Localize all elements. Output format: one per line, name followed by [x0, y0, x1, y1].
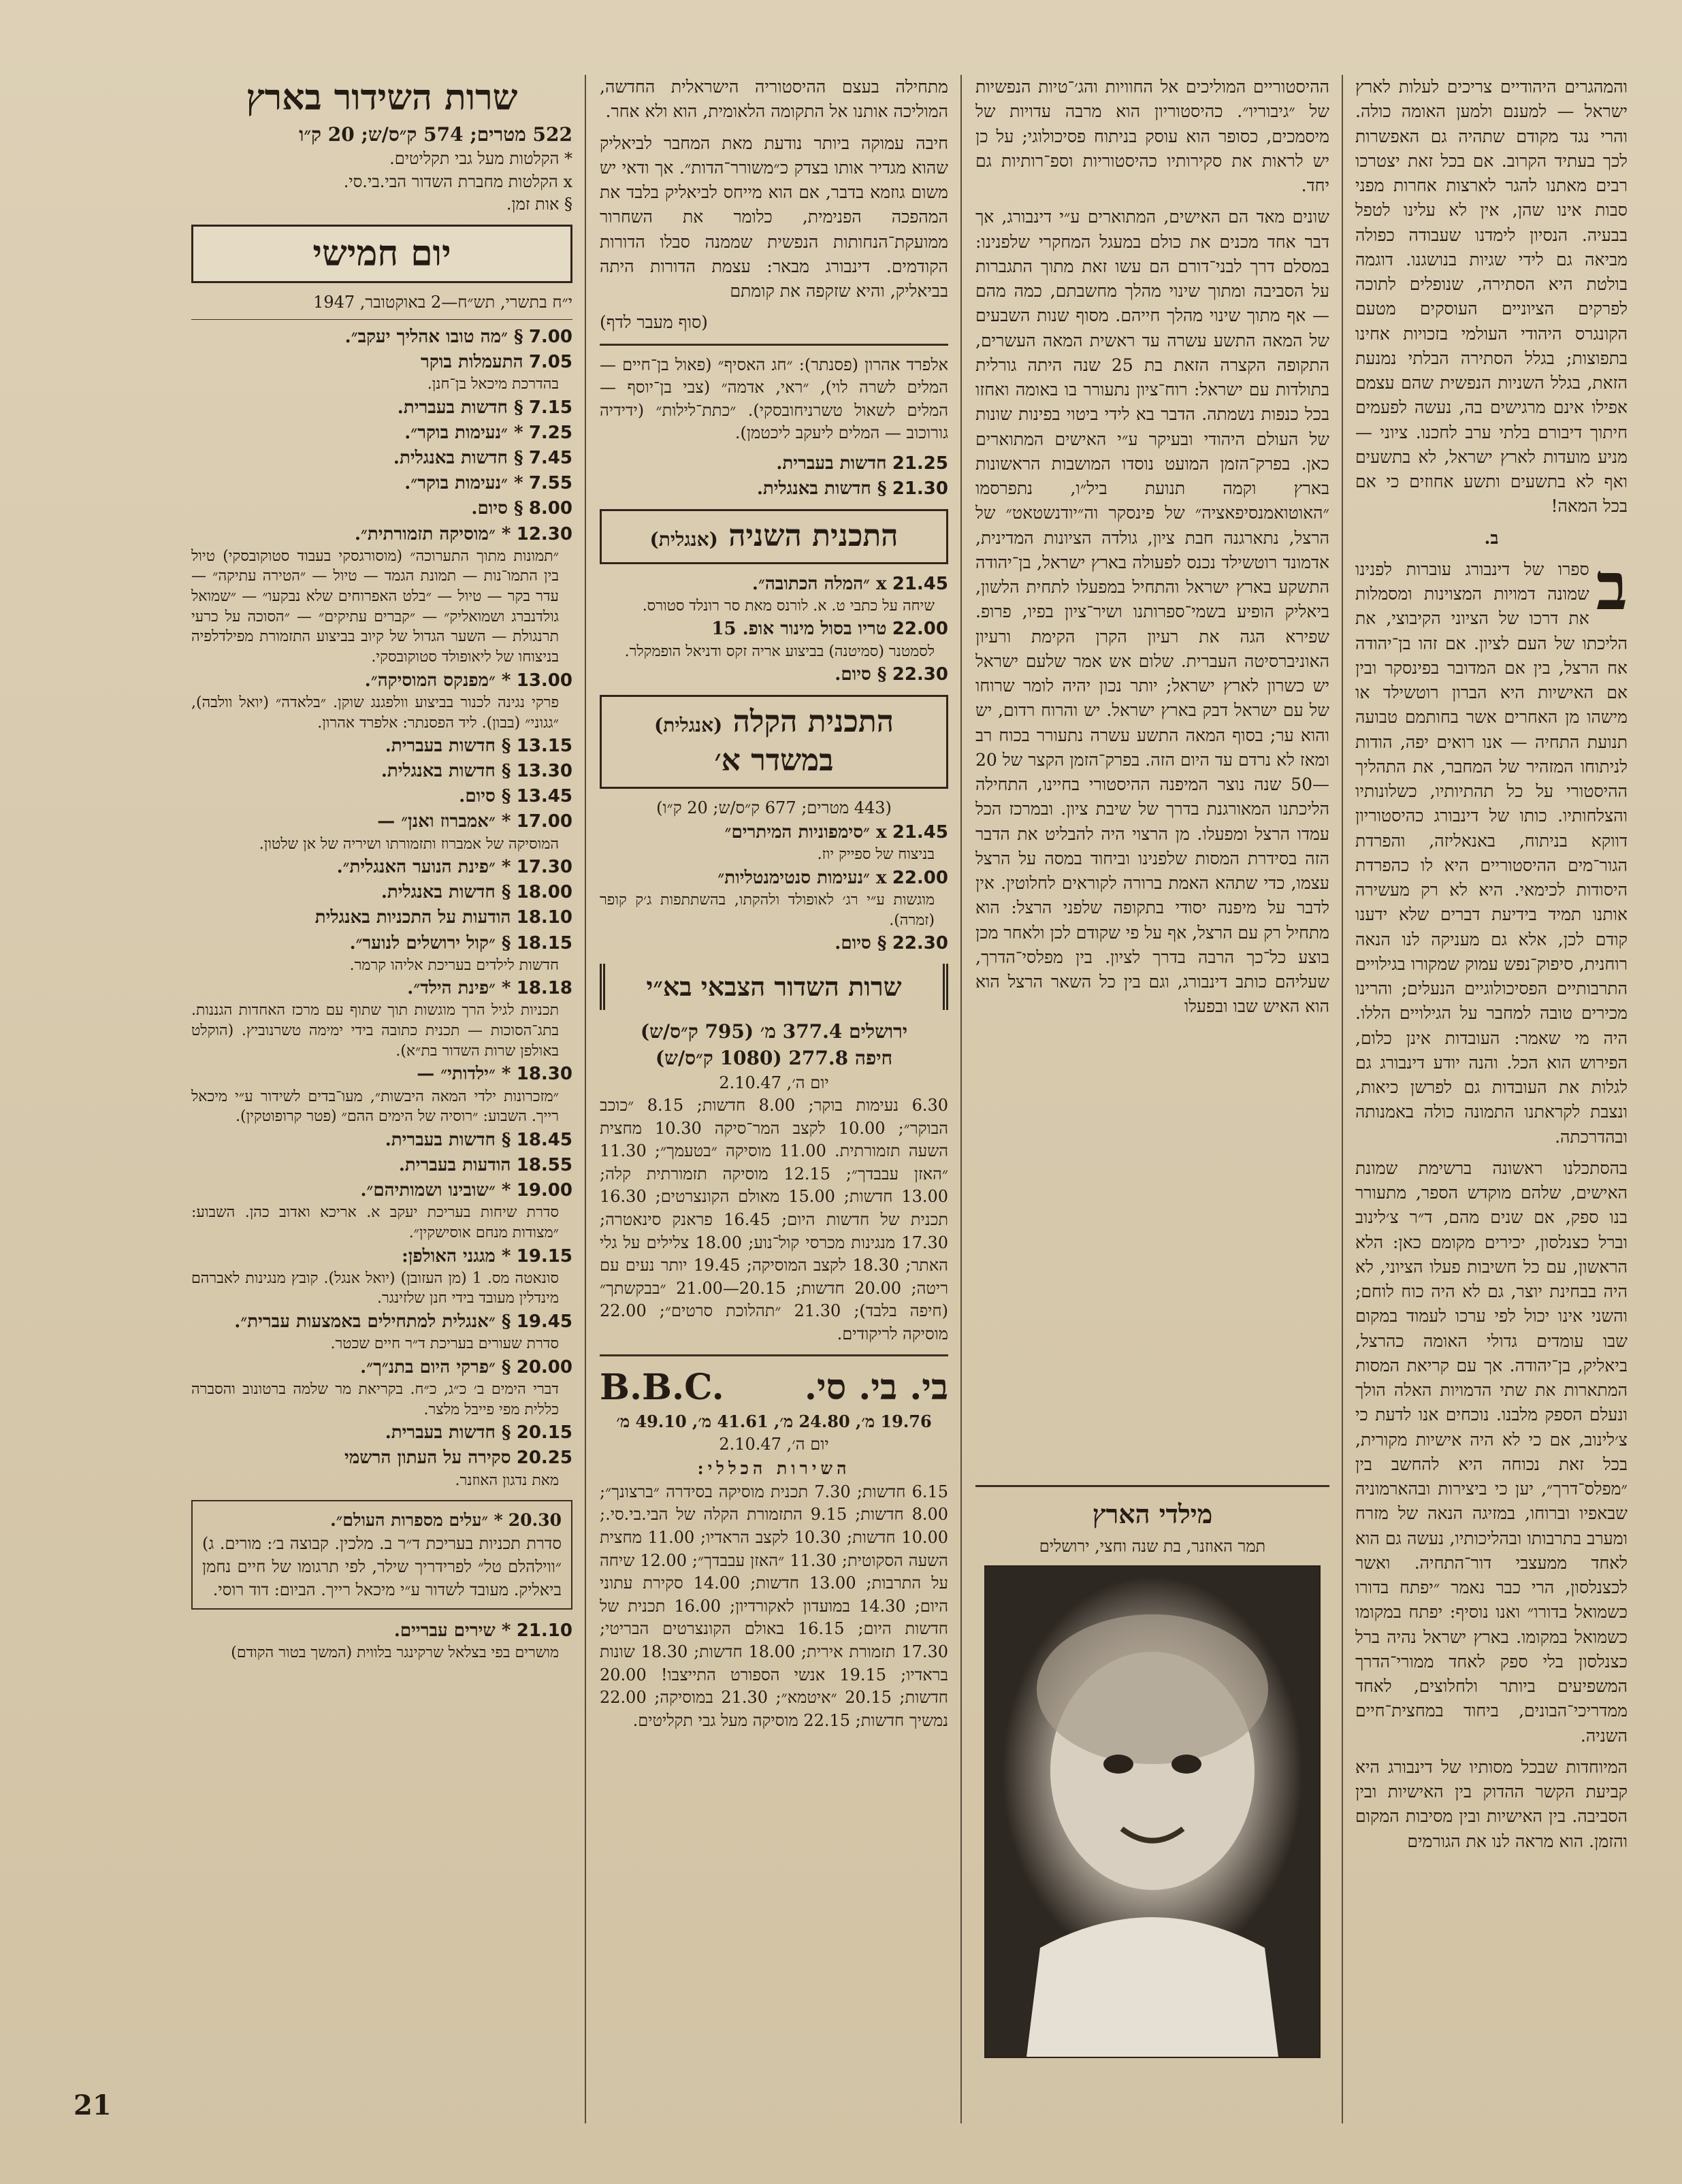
schedule-note: פרקי נגינה לכנור בביצוע וולפגנג שוקן. ״בלאדה״ (יואל וולבה), ״גגוני״ (בבון). ליד הפסנתר: אלפרד אהרון.: [191, 694, 559, 732]
schedule-program: * ״נעימות בוקר״.: [404, 423, 523, 444]
schedule-item: 21.25 חדשות בעברית.: [776, 453, 948, 474]
schedule-note: סדרת שעורים בעריכת ד״ר חיים שכטר.: [330, 1335, 559, 1353]
section-rule: [600, 1354, 948, 1356]
schedule-program: § חדשות באנגלית.: [381, 882, 511, 903]
schedule-time: 7.55: [528, 473, 572, 494]
schedule-program: * ״אמברוז ואנן״ —: [377, 811, 511, 832]
article-paragraph: [1355, 547, 1628, 1150]
schedule-item: [191, 396, 572, 420]
schedule-program: * ״פינת הילד״.: [407, 978, 511, 999]
schedule-time: 18.00: [516, 882, 572, 903]
light-program-subtitle: במשדר א׳: [714, 743, 834, 778]
schedule-item: 22.30 § סיום.: [835, 664, 948, 685]
schedule-time: 12.30: [516, 523, 572, 544]
schedule-time: 19.00: [516, 1180, 572, 1201]
army-radio-title: שרות השדור הצבאי בא״י: [646, 971, 902, 1003]
schedule-item: 21.45 x ״המלה הכתובה״. שיחה על כתבי ט. א. לורנס מאת סר רונלד סטורס.: [642, 573, 948, 615]
schedule-note: דברי הימים ב׳ כ״ג, כ״ח. בקריאת מר שלמה ברטונוב והסברה כללית מפי פייבל מלצר.: [191, 1380, 559, 1418]
schedule-item: [191, 760, 572, 783]
light-program-frequency: (443 מטרים; 677 ק״ס/ש; 20 ק״ו): [656, 798, 892, 817]
boxed-schedule-note: סדרת תכניות בעריכת ד״ר ב. מלכין. קבוצה ב׳: מורים. ג) ״ווילהלם טל״ לפרידריך שילר, לפי תרגומו של חיים נחמן ביאליק. מעובד לשדור ע״י מיכאל רייך. הביום: דוד רוסי.: [202, 1534, 562, 1599]
schedule-note: סדרת שיחות בעריכת יעקב א. אריכא ואדוב כהן. השבוע: ״מצודות מנחם אוסישקין״.: [191, 1204, 559, 1241]
recital-credits: אלפרד אהרון (פסנתר): ״חג האסיף״ (פאול בן־חיים — המלים לשרה לוי), ״ראי, אדמה״ (צבי בן־יוסף — המלים לשאול טשרניחובסקי). ״כתת־לילות״ (ידידיה גורוכוב — המלים ליעקב ליכטמן).: [600, 355, 948, 443]
schedule-time: 13.30: [516, 761, 572, 782]
article-paragraph: שונים מאד הם האישים, המתוארים ע״י דינבורג, אך דבר אחד מכנים את כולם במעגל המחקרי שלפנינו: במסלם דרך לבני־דורם הם עשו זאת מתוך התגברות על הסביבה ומתוך שינוי מהלך מחשבתם, כמה מהם — אף מתוך שינוי מהלך חייהם. מסוף שנות השבעים של המאה התשע עשרה עד ראשית המאה העשרים, התקופה הקצרה הזאת בת 25 שנה היתה גורלית בתולדות עם ישראל: רוח־ציון נתעורר בו באומה ואחזו בכל כנפות נשמתה. הדבר בא לידי ביטוי בפינות שונות של העולם היהודי ובעיקר ע״י האישים המתוארים כאן. בפרק־הזמן המועט נוסדו המושבות הראשונות בארץ וקמה תנועת ביל״ו, נתפרסמו ״האוטואמנסיפאציה״ של פינסקר וה״יודנשטאט״ של הרצל, נתארגנה חבת ציון, גולדה הציונות המדינית, אדמונד רוטשילד נכנס לפעולה בארץ ישראל, בן־יהודה התשקע בארץ ישראל והתחיל במפעלו לתחית הלשון, ביאליק הופיע בשמי־ספרותנו ושיר־ציון בפיו, פרופ. שפירא הגה את רעיון הקרן הקימת ורעיון האוניברסיטה העברית. שלום אש אמר שלעם ישראל יש כשרון לארץ ישראל; יותר נכון יהיה לומר שרוחו של עם ישראל דבק בארץ ישראל. יש והרוח רדום, יש והוא ער; בסוף המאה התשע עשרה נתעורר בכוח רב ומאז לא נרדם עד היום הזה. בפרק־הזמן הקצר של 20—50 שנה נוצר המיפנה ההיסטורי בחיינו, התחילה הליכתנו המאורגנת בדרך של שיבת ציון. ובמרכז הכל עמדו הרצל ומפעלו. מן הרצוי היה להבליט את הדבר הזה בסידרת המסות שלפנינו וביחוד במסה על הרצל עצמו, כדי שתהא האמת ברורה לקוראים לחלוטין. אין לדבר על מיפנה יסודי בתקופה שלפני הרצל: הוא מתחיל רק עם הרצל, אף על פי שקודם לכן ולאחר מכן בוצע כל־כך הרבה בדרך לציון. בין מפלסי־הדרך, שעליהם כותב דינבורג, וגם בין כל השאר הרצל הוא הוא האיש שבו ובפעלו: [975, 207, 1329, 1017]
schedule-item: [191, 906, 572, 930]
schedule-program: § ״מה טובו אהליך יעקב״.: [344, 327, 523, 348]
schedule-item: [191, 421, 572, 445]
bbc-title-hebrew: בי. בי. סי.: [804, 1366, 948, 1408]
schedule-note: מאת נדגון האוזנר.: [455, 1471, 559, 1489]
article-paragraph: חיבה עמוקה ביותר נודעת מאת המחבר לביאליק שהוא מגדיר אותו בצדק כ״משורר־הדות״. אך ודאי יש משום גוזמא בדבר, אם הוא מייחס לביאליק בלבד את המהפכה הפנימית, כלומר את השחרור ממועקת־הנחותות הנפשית שממנה סבלו הדורות הקודמים. דינבורג מבאר: עצמת הדורות היתה בביאליק, והיא שזקפה את קומתם: [600, 133, 948, 301]
schedule-item: [191, 351, 572, 395]
schedule-time: 18.45: [516, 1129, 572, 1150]
section-rule: [191, 319, 572, 320]
army-radio-schedule: 6.30 נעימות בוקר; 8.00 חדשות; 8.15 ״כוכב הבוקר״; 10.00 לקצב המר־סיקה 10.30 מחצית השעה תזמורתית. 11.00 מוסיקה ״בטעמך״; 11.30 ״האזן עבבדך״; 12.15 מוסיקה תזמורתית קלה; 13.00 חדשות; 15.00 מאולם הקונצרטים; 16.30 תכנית של חדשות היום; 16.45 פראנק סינאטרה; 17.30 מנגינות מכרסי קול־נוע; 18.00 צלילים על גלי האתר; 18.30 לקצב המוסיקה; 19.45 יותר נעים עם ריטה; 20.00 חדשות; 20.15—21.00 ״בבקשתך״ (חיפה בלבד); 21.30 ״תהלוכת סרטים״; 22.00 מוסיקה לריקודים.: [600, 1096, 948, 1344]
schedule-item: 21.10 * שירים עבריים. מושרים בפי בצלאל שרקינגר בלווית (המשך בטור הקודם): [231, 1620, 572, 1662]
schedule-time: 8.00: [528, 498, 572, 519]
section-marker: ב.: [1484, 527, 1499, 548]
light-program-header: [600, 695, 948, 788]
second-program-header: [600, 509, 948, 564]
page-number: 21: [74, 2089, 112, 2121]
day-title: יום חמישי: [312, 232, 451, 274]
schedule-program: סקירה על העתון הרשמי: [344, 1448, 511, 1469]
light-program-lang: (אנגלית): [653, 714, 723, 737]
schedule-list: [191, 325, 572, 1490]
army-radio-frequency-1: ירושלים 377.4 מ׳ (795 ק״ס/ש): [640, 1020, 908, 1043]
article-column-2: [975, 75, 1329, 2117]
schedule-item: [191, 523, 572, 668]
article-paragraph: המיוחדות שבכל מסותיו של דינבורג היא קביעת הקשר ההדוק בין האישיות ובין הסביבה. בין האישיות ובין מסיבות המקום והזמן. הוא מראה לנו את הגורמים: [1355, 1757, 1628, 1851]
schedule-note: בהדרכת מיכאל בן־חנן.: [427, 376, 559, 393]
schedule-item: [191, 1179, 572, 1243]
schedule-time: 17.30: [516, 857, 572, 878]
article-paragraph: והמהגרים היהודיים צריכים לעלות לארץ ישראל — למענם ולמען האומה כולה. והרי נגד מקודם שתהיה גם האפשרות לכך בעתיד הקרוב. אם בכל זאת יצטרכו רבים מאתנו להגר לארצות אחרות מפני סבות אינו שהן, אין לא עלינו לטפל בבעיה. הנסיון לימדנו שעבודה כפולה מביאה גם לידי שגיות בנושגנו. דוגמה בולטת היא הסתירה, שנופלים לתוכה לפרקים הציוניים העוסקים מטעם הקונגרס היהודי העולמי בזכויות אחינו בתפוצות; בגלל הסתירה הבלתי נמנעת הזאת, בגלל השניות הנפשית שהם עצמם אפילו אינם מרגישים בה, נעשה לפעמים חיתוך דיבורם בלתי ערב לחכנו. ציוני — מניע מועדות לארץ ישראל, לא בתשעים ואף לא בתשעים ותשע אחוזים כי אם בכל המאה!: [1355, 77, 1628, 517]
schedule-item: 22.00 x ״נעימות סנטימנטליות״ מוגשות ע״י רג׳ לאופולד ולהקתו, בהשתתפות ג׳ק קופר (זמרה).: [600, 867, 948, 929]
second-program-lang: (אנגלית): [649, 528, 718, 551]
army-radio-day: יום ה׳,: [786, 1073, 829, 1092]
schedule-list: [600, 452, 948, 501]
schedule-item: 21.30 § חדשות באנגלית.: [756, 478, 948, 499]
bbc-day: יום ה׳,: [786, 1435, 829, 1454]
day-header: [191, 225, 572, 283]
schedule-time: 7.25: [528, 423, 572, 444]
schedule-item: [191, 855, 572, 879]
photo-caption: תמר האוזנר, בת שנה וחצי, ירושלים: [1039, 1537, 1266, 1556]
schedule-time: 20.15: [516, 1422, 572, 1444]
schedule-note: סונאטה מס. 1 (מן העזובן) (יואל אנגל). קובץ מנגינות לאברהם מינדלין מעובד בידי חנן שלזינגר.: [191, 1269, 560, 1307]
schedule-time: 7.45: [528, 448, 572, 469]
schedule-item: 21.45 x ״סימפוניות המיתרים״ בניצוח של ספייק יוז.: [724, 822, 948, 864]
second-program-title: התכנית השניה: [728, 519, 899, 554]
schedule-item: [191, 734, 572, 758]
schedule-item: [191, 1310, 572, 1354]
legend-time-signal: § אות זמן.: [506, 195, 572, 214]
schedule-program: § חדשות באנגלית.: [381, 761, 511, 782]
bbc-date: 2.10.47: [719, 1435, 781, 1454]
schedule-program: § ״אנגלית למתחילים באמצעות עברית״.: [234, 1311, 511, 1333]
schedule-item: [191, 446, 572, 470]
article-paragraph: ההיסטוריים המוליכים אל החוויות והג׳־טיות הנפשיות של ״גיבוריו״. כהיסטוריון הוא מרבה עדויות של מיסמכים, כסופר הוא עוסק בניתוח פסיכולוגי; על כן יש לראות את סקירותיו כהיסטוריות וספ־רותיות גם יחד.: [975, 77, 1329, 195]
legend-bbc: x הקלטות מחברת השדור הבי.בי.סי.: [343, 172, 572, 191]
schedule-list: [600, 821, 948, 956]
schedule-time: 7.15: [528, 397, 572, 419]
schedule-time: 13.45: [516, 786, 572, 807]
schedule-item: [191, 810, 572, 854]
schedule-time: 20.25: [516, 1448, 572, 1469]
schedule-time: 19.15: [516, 1245, 572, 1267]
bbc-title-english: B.B.C.: [600, 1366, 724, 1408]
schedule-item: [191, 497, 572, 521]
schedule-item: [191, 1356, 572, 1420]
date-year: 1947: [313, 292, 355, 312]
photo-feature: [975, 1495, 1329, 2058]
schedule-program: § חדשות בעברית.: [385, 1422, 511, 1444]
article-column-2-text: [975, 75, 1329, 1477]
schedule-note: תכניות לגיל הרך מוגשות תוך שתוף עם מרכז האחדות הגננות. בתג־הסוכות — תכנית כתובה בידי ימימה טשרנוביץ. (הוקלט באולפן שרות השדור בת״א).: [191, 1002, 559, 1060]
schedule-program: * ״מפנקס המוסיקה״.: [364, 670, 511, 691]
schedule-time: 17.00: [516, 811, 572, 832]
schedule-item: [191, 325, 572, 349]
schedule-program: * ״שובינו ושמותיהם״.: [360, 1180, 511, 1201]
schedule-time: 13.15: [516, 736, 572, 757]
child-portrait-photo: [984, 1565, 1321, 2058]
continued-note: (סוף מעבר לדף): [600, 312, 708, 333]
schedule-item: [191, 881, 572, 904]
schedule-item: [191, 932, 572, 976]
date-hebrew: י״ח בתשרי, תש״ח—2 באוקטובר,: [359, 292, 572, 312]
schedule-program: * מגגני האולפן:: [402, 1245, 511, 1267]
schedule-item: [191, 785, 572, 809]
schedule-program: * ״פינת הנוער האנגלית״.: [336, 857, 511, 878]
schedule-program: § ״קול ירושלים לנוער״.: [349, 932, 511, 954]
schedule-program: הודעות על התכניות באנגלית: [314, 907, 511, 928]
schedule-item: 22.30 § סיום.: [835, 933, 948, 954]
section-rule: [600, 344, 948, 346]
schedule-time: 18.30: [516, 1064, 572, 1085]
schedule-time: 18.55: [516, 1155, 572, 1176]
schedule-program: § חדשות בעברית.: [385, 1129, 511, 1150]
column-rule: [585, 75, 586, 2123]
schedule-item: [191, 1062, 572, 1126]
schedule-program: § חדשות בעברית.: [385, 736, 511, 757]
schedule-item: [191, 669, 572, 733]
schedule-list: [191, 1619, 572, 1663]
article-paragraph: בהסתכלנו ראשונה ברשימת שמונת האישים, שלהם מוקדש הספר, מתעורר בנו ספק, אם שנים מהם, ד״ר צ׳לינוב וברל כצנלסון, יכירים מקומם כאן: הלא הראשון, עם כל חשיבות פעלו הציוני, לא היה בבחינת יוצר, גם לא היה כוח לוחם; והשני אינו יכול לפי ערכו לעמוד במקום שבו עומדים גדולי האומה כהרצל, ביאליק, בן־יהודה. אך עם קריאת המסות המתארות את שתי הדמויות האלה הולך ונעלם הספק מלבנו. נוכחים אנו לדעת כי צ׳לינוב, אם כי לא היה אישיות מקורית, בכל זאת נכוחה היא להחשב בין ״מפלס־דרך״, יען כי ביצירות ובהארמוניה שבאפיו וברוחו, במזיגה הנאה של מזרח ומערב בתרבותו ובהליכותיו, נעשה גם הוא לאחד ממעצבי דור־התחיה. ואשר לכצנלסון, הרי כבר נאמר ״יפתח בדורו כשמואל בדורו״ ואנו נוסיף: יפתח במקומו כשמואל במקומו. בארץ ישראל נהיה ברל כצנלסון בלי ספק לאחד ממורי־הדרך המשפיעים ביותר ולחלוצים, לאחד ממדריכי־הבונים, ביחוד במחצית־חיים השניה.: [1355, 1158, 1628, 1746]
radio-column-4: [191, 75, 572, 2089]
schedule-item: [191, 1421, 572, 1445]
schedule-program: * ״נעימות בוקר״.: [404, 473, 523, 494]
schedule-item: [191, 1154, 572, 1177]
schedule-item: 22.00 טריו בסול מינור אופ. 15 לסמטנר (סמיטנה) בביצוע אריה זקס ודניאל הופמקלר.: [624, 619, 948, 660]
radio-column-3: [600, 75, 948, 2117]
bbc-frequency: 19.76 מ׳, 24.80 מ׳, 41.61 מ׳, 49.10 מ׳: [616, 1412, 932, 1432]
schedule-time: 19.45: [516, 1311, 572, 1333]
schedule-item: [191, 1128, 572, 1152]
schedule-program: § ״פרקי היום בתנ״ך״.: [360, 1356, 511, 1378]
article-paragraph-text: ספרו של דינבורג עוברות לפנינו שמונה דמויות המצוינות ומסמלות את דרכו של הציוני הקיבוצי, את הליכתו של העם לציון. אם זהו בן־יהודה אח הרצל, בין אם המדובר בפינסקר ובין אם האישיות היא הברון רוטשילד או מישהו מן האחרים אשר בחותמם טבועה תנועת התחיה — אנו רואים יפה, הודות לניתוחו המזהיר של המחבר, את התהליך ההיסטורי על כל תהתיותיו, כשלונותיו והצלחותיו. כותו של דינבורג כהיסטוריון דווקא בניתוח, באנאליזה, והפרדת הגור־מים ההיסטוריים היא לו כהפרדת היסודות לכימאי. היא לא רק מעשירה אותנו תמיד בידיעת דברים שלא ידענו קודם לכן, אלא גם מעניקה לנו הנאה רוחנית, סיפוק־נפש עמוק שמקורו בגילויים התרבותיים הפסיכולוגיים הנעלים; והרינו מכירים טובה למחבר על הגילויים הללו. היה מי שאמר: העובדות אינן כלום, הפירוש הוא הכל. והנה יודע דינבורג גם לגלות את העובדות גם לפרשן כיאות, ונצבת לקראתנו התמונה כולה באמנותה ובהדרכתה.: [1355, 559, 1628, 1147]
child-portrait-illustration: [986, 1567, 1319, 2057]
schedule-program: הודעות בעברית.: [398, 1155, 511, 1176]
army-radio-header: [600, 964, 948, 1010]
bbc-header: [600, 1365, 948, 1411]
schedule-program: § חדשות באנגלית.: [393, 448, 523, 469]
schedule-program: § סיום.: [459, 786, 511, 807]
schedule-time: 7.05: [528, 352, 572, 373]
schedule-time: 20.00: [516, 1356, 572, 1378]
drop-cap: ב: [1596, 547, 1628, 625]
schedule-item: [191, 472, 572, 495]
column-rule: [960, 75, 962, 2123]
schedule-note: המוסיקה של אמברוז ותזמורתו ושיריה של אן שלטון.: [259, 835, 559, 853]
schedule-note: ״מזכרונות ילדי המאה היבשות״, מעו־בדים לשידור ע״י מיכאל רייך. השבוע: ״רוסיה של הימים ההם״ (פטר קרופוטקין).: [191, 1088, 559, 1126]
schedule-program: § חדשות בעברית.: [397, 397, 523, 419]
broadcast-service-title: שרות השידור בארץ: [246, 77, 518, 118]
army-radio-frequency-2: חיפה 277.8 (1080 ק״ס/ש): [655, 1047, 893, 1070]
schedule-list: [600, 572, 948, 687]
bbc-service-title: השירות הכללי:: [697, 1458, 851, 1478]
schedule-time: 18.10: [516, 907, 572, 928]
schedule-program: § סיום.: [471, 498, 523, 519]
bbc-schedule: 6.15 חדשות; 7.30 תכנית מוסיקה בסידרה ״ברצונך״; 8.00 חדשות; 9.15 התזמורת הקלה של הבי.בי.סי.; 10.00 חדשות; 10.30 לקצב הראדיו; 11.00 מחצית השעה הסקוטית; 11.30 ״האזן עבבדך״; 12.00 שיחה על התרבות; 13.00 חדשות; 14.00 סקירת עתוני היום; 14.30 במועדון לאקורדיון; 16.00 תכנית של חדשות היום; 16.15 באולם הקונצרטים הבריטי; 17.30 תזמורת אירית; 18.00 חדשות; 18.30 שונות בראדיו; 19.15 אנשי הספורט התייצבו! 20.00 חדשות; 20.15 ״איטמא״; 21.30 במוסיקה; 22.00 נמשיך חדשות; 22.15 מוסיקה מעל גבי תקליטים.: [600, 1482, 948, 1730]
schedule-program: * ״מוסיקה תזמורתית״.: [354, 523, 511, 544]
photo-title: מילדי הארץ: [1092, 1499, 1213, 1529]
schedule-item: [191, 1446, 572, 1490]
schedule-note: ״תמונות מתוך התערוכה״ (מוסורגסקי בעבוד סטוקובסקי) טיול בין התמו־נות — תמונת הגמד — טיול — ״הטירה עתיקה״ — עדר בקר — טיול — ״בלט האפרוחים שלא נבקעו״ — ״שמואל גולדנברג ושמואליק״ — ״קברים עתיקים״ — ״הסוכה על כרעי תרנגולת — השער הגדול של קיוב בביצוע התזמורת מפילדלפיה בניצוחו של ליאופולד סטוקובסקי.: [191, 547, 559, 666]
schedule-time: 13.00: [516, 670, 572, 691]
army-radio-date: 2.10.47: [719, 1073, 781, 1092]
schedule-note: חדשות לילדים בעריכת אליהו קרמר.: [349, 956, 559, 974]
schedule-item: [191, 977, 572, 1061]
schedule-time: 18.18: [516, 978, 572, 999]
schedule-time: 18.15: [516, 932, 572, 954]
article-paragraph: מתחילה בעצם ההיסטוריה הישראלית החדשה, המוליכה אותנו אל התקומה הלאומית, הוא ולא אחר.: [600, 77, 948, 122]
legend-records: * הקלטות מעל גבי תקליטים.: [389, 148, 572, 168]
column-rule: [1342, 75, 1343, 2123]
schedule-program: התעמלות בוקר: [421, 352, 523, 373]
article-column-1: [1355, 75, 1628, 2130]
light-program-title: התכנית הקלה: [732, 704, 894, 740]
section-rule: [975, 1485, 1329, 1487]
schedule-time: 7.00: [528, 327, 572, 348]
schedule-item: [191, 1245, 572, 1309]
boxed-schedule-item: 20.30 * ״עלים מספרות העולם״. סדרת תכניות בעריכת ד״ר ב. מלכין. קבוצה ב׳: מורים. ג) ״ווילהלם טל״ לפרידריך שילר, לפי תרגומו של חיים נחמן ביאליק. מעובד לשדור ע״י מיכאל רייך. הביום: דוד רוסי.: [191, 1500, 572, 1610]
schedule-program: * ״ילדותי״ —: [417, 1064, 511, 1085]
broadcast-frequency: 522 מטרים; 574 ק״ס/ש; 20 ק״ו: [299, 123, 572, 146]
